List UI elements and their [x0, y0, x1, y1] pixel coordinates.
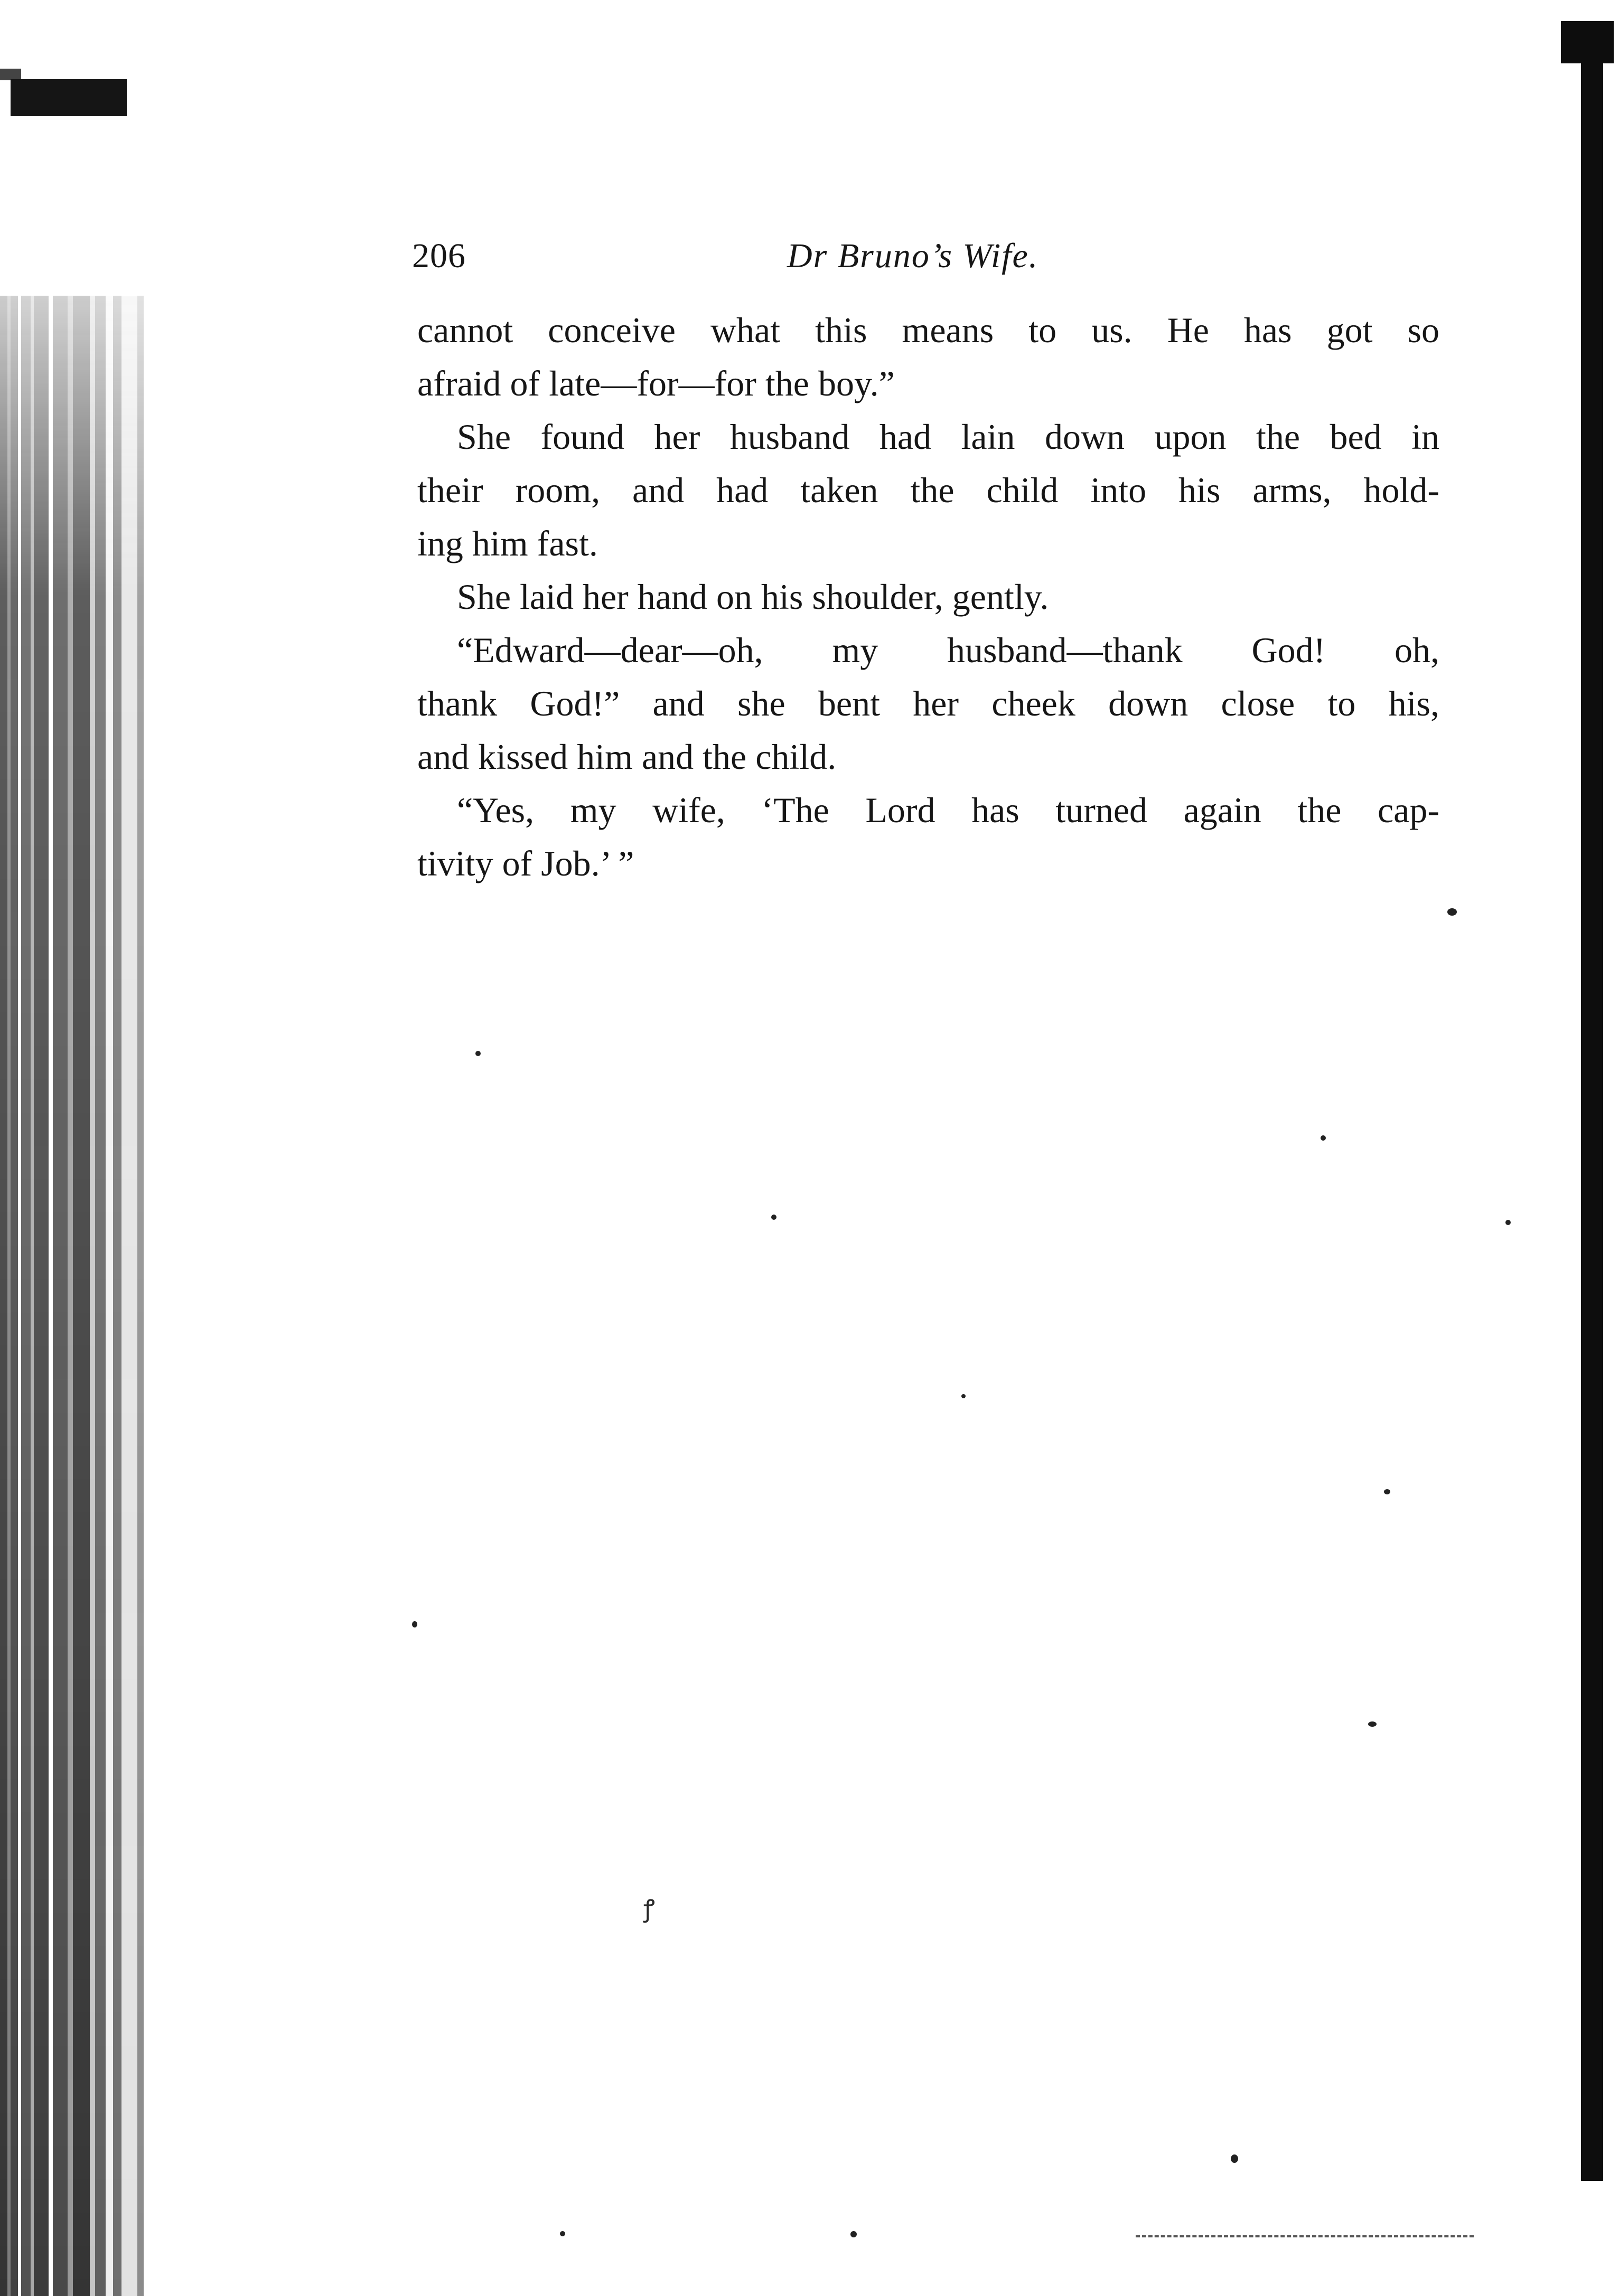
scanned-page-edge-right — [1581, 21, 1603, 2181]
text-line: thank God!” and she bent her cheek down close to his, — [417, 683, 1439, 723]
scan-edge-block — [11, 79, 127, 116]
speck — [1384, 1489, 1390, 1494]
speck — [1447, 908, 1457, 916]
speck — [560, 2231, 565, 2236]
speck — [1368, 1721, 1377, 1727]
scan-bottom-dashes — [1136, 2235, 1474, 2237]
running-head-title: Dr Bruno’s Wife. — [787, 237, 1039, 275]
speck — [475, 1051, 481, 1056]
text-line: afraid of late—for—for the boy.” — [417, 363, 895, 403]
text-line: their room, and had taken the child into his arms, hold- — [417, 470, 1439, 510]
page-number: 206 — [412, 237, 466, 275]
speck — [961, 1394, 966, 1398]
text-line: She laid her hand on his shoulder, gently. — [457, 577, 1049, 617]
text-line: “Edward—dear—oh, my husband—thank God! oh, — [457, 630, 1439, 670]
scan-edge-mark — [0, 69, 21, 80]
scanned-page-edge-left — [0, 296, 174, 2296]
text-line: ing him fast. — [417, 523, 598, 563]
text-line: tivity of Job.’ ” — [417, 843, 634, 883]
text-line: and kissed him and the child. — [417, 737, 837, 777]
speck — [412, 1621, 417, 1627]
text-line: “Yes, my wife, ‘The Lord has turned again the cap- — [457, 790, 1439, 830]
speck — [1231, 2154, 1238, 2163]
speck — [1321, 1135, 1326, 1141]
running-head — [412, 230, 1468, 283]
scanned-page-edge-right-cap — [1561, 21, 1614, 63]
text-line: cannot conceive what this means to us. He has got so — [417, 310, 1439, 350]
ornament-mark: ꝭ — [643, 1895, 655, 1922]
text-line: She found her husband had lain down upon the bed in — [457, 417, 1439, 457]
body-text — [417, 304, 1439, 890]
speck — [850, 2231, 857, 2237]
speck — [1505, 1220, 1511, 1225]
speck — [771, 1215, 776, 1220]
